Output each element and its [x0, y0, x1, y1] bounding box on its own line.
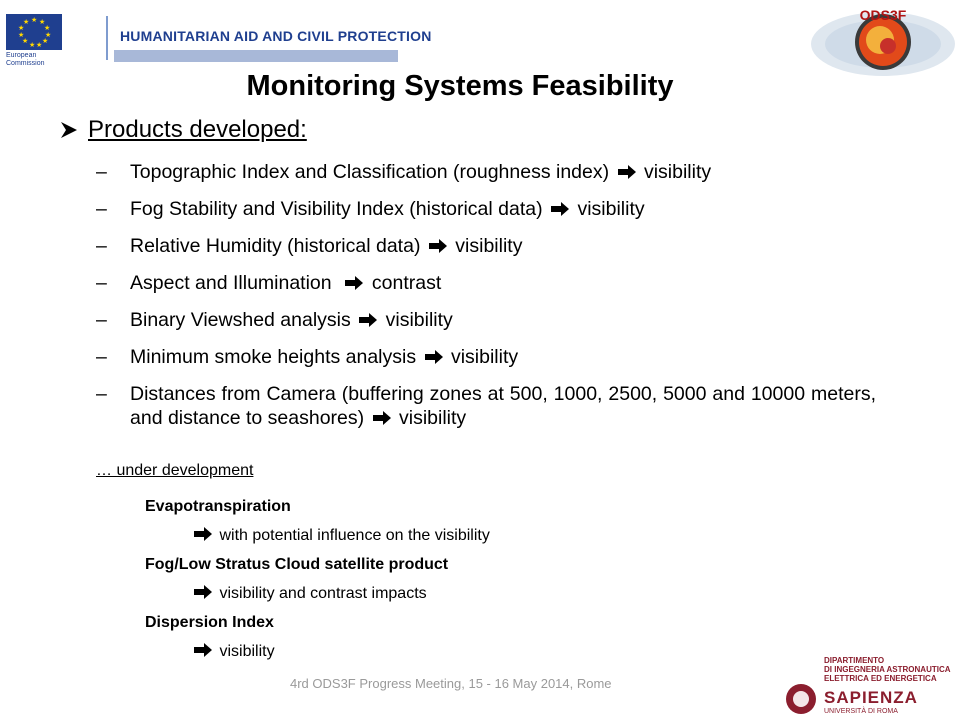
dev-item-note	[145, 637, 490, 666]
item-result: visibility	[643, 161, 712, 183]
item-result: visibility	[577, 198, 645, 220]
list-item	[96, 160, 876, 184]
dev-item-note	[145, 579, 490, 608]
item-text: Topographic Index and Classification (roughness index)	[130, 161, 610, 183]
item-text: Fog Stability and Visibility Index (historical data)	[130, 198, 543, 220]
item-result: visibility	[455, 235, 523, 257]
ods3f-logo-text: ODS3F	[859, 7, 907, 23]
dash-icon: –	[96, 272, 107, 294]
main-bullet-label: Products developed:	[88, 116, 307, 143]
item-text: Binary Viewshed analysis	[130, 309, 351, 331]
right-arrow-icon	[344, 275, 364, 291]
dev-item-name: Fog/Low Stratus Cloud satellite product	[145, 556, 449, 573]
eu-caption: European Commission	[6, 52, 45, 67]
dev-item-name: Dispersion Index	[145, 614, 274, 631]
right-arrow-icon	[193, 584, 213, 600]
item-result: contrast	[371, 272, 442, 294]
page-title: Monitoring Systems Feasibility	[246, 70, 674, 102]
dev-item-note	[145, 521, 490, 550]
dash-icon: –	[96, 309, 107, 331]
sapienza-seal-icon	[786, 684, 816, 714]
item-text: Distances from Camera (buffering zones at 500, 1000, 2500, 5000 and 10000 meters, and distance to seashores)	[130, 383, 876, 429]
right-arrow-icon	[550, 201, 570, 217]
right-arrow-icon	[193, 642, 213, 658]
item-text: Relative Humidity (historical data)	[130, 235, 421, 257]
right-arrow-icon	[193, 526, 213, 542]
sapienza-logo	[784, 652, 960, 720]
main-bullet	[58, 116, 307, 144]
list-item	[96, 345, 876, 369]
product-list	[96, 160, 876, 436]
dev-item-note-text: visibility	[219, 643, 275, 660]
dash-icon: –	[96, 235, 107, 257]
right-arrow-icon	[428, 238, 448, 254]
footer-text: 4rd ODS3F Progress Meeting, 15 - 16 May 2014, Rome	[290, 676, 612, 691]
dash-icon: –	[96, 383, 107, 405]
dev-item-note-text: with potential influence on the visibility	[219, 527, 490, 544]
item-result: visibility	[385, 309, 453, 331]
eu-logo	[0, 10, 100, 68]
dash-icon: –	[96, 161, 107, 183]
item-text: Aspect and Illumination	[130, 272, 338, 294]
list-item	[96, 234, 876, 258]
list-item	[96, 308, 876, 332]
right-arrow-icon	[372, 410, 392, 426]
university-name: SAPIENZA	[824, 688, 918, 707]
item-text: Minimum smoke heights analysis	[130, 346, 417, 368]
right-arrow-icon	[424, 349, 444, 365]
list-item	[96, 271, 876, 295]
bullet-arrow-icon	[58, 119, 80, 141]
dash-icon: –	[96, 198, 107, 220]
under-development-header: … under development	[96, 462, 254, 479]
right-arrow-icon	[617, 164, 637, 180]
right-arrow-icon	[358, 312, 378, 328]
university-subtitle: UNIVERSITÀ DI ROMA	[824, 708, 898, 715]
item-result: visibility	[450, 346, 519, 368]
under-development-list	[145, 492, 490, 666]
dev-item-name: Evapotranspiration	[145, 498, 291, 515]
header-divider	[106, 16, 108, 60]
department-name: DIPARTIMENTO DI INGEGNERIA ASTRONAUTICA ELETTRICA ED ENERGETICA	[824, 656, 951, 683]
org-name: HUMANITARIAN AID AND CIVIL PROTECTION	[120, 28, 432, 44]
list-item	[96, 382, 876, 430]
header-band	[114, 50, 398, 62]
eu-flag-icon: ★ ★ ★ ★ ★ ★ ★ ★ ★ ★ ★	[6, 14, 62, 50]
item-result: visibility	[399, 407, 467, 429]
dash-icon: –	[96, 346, 107, 368]
list-item	[96, 197, 876, 221]
dev-item-note-text: visibility and contrast impacts	[219, 585, 427, 602]
